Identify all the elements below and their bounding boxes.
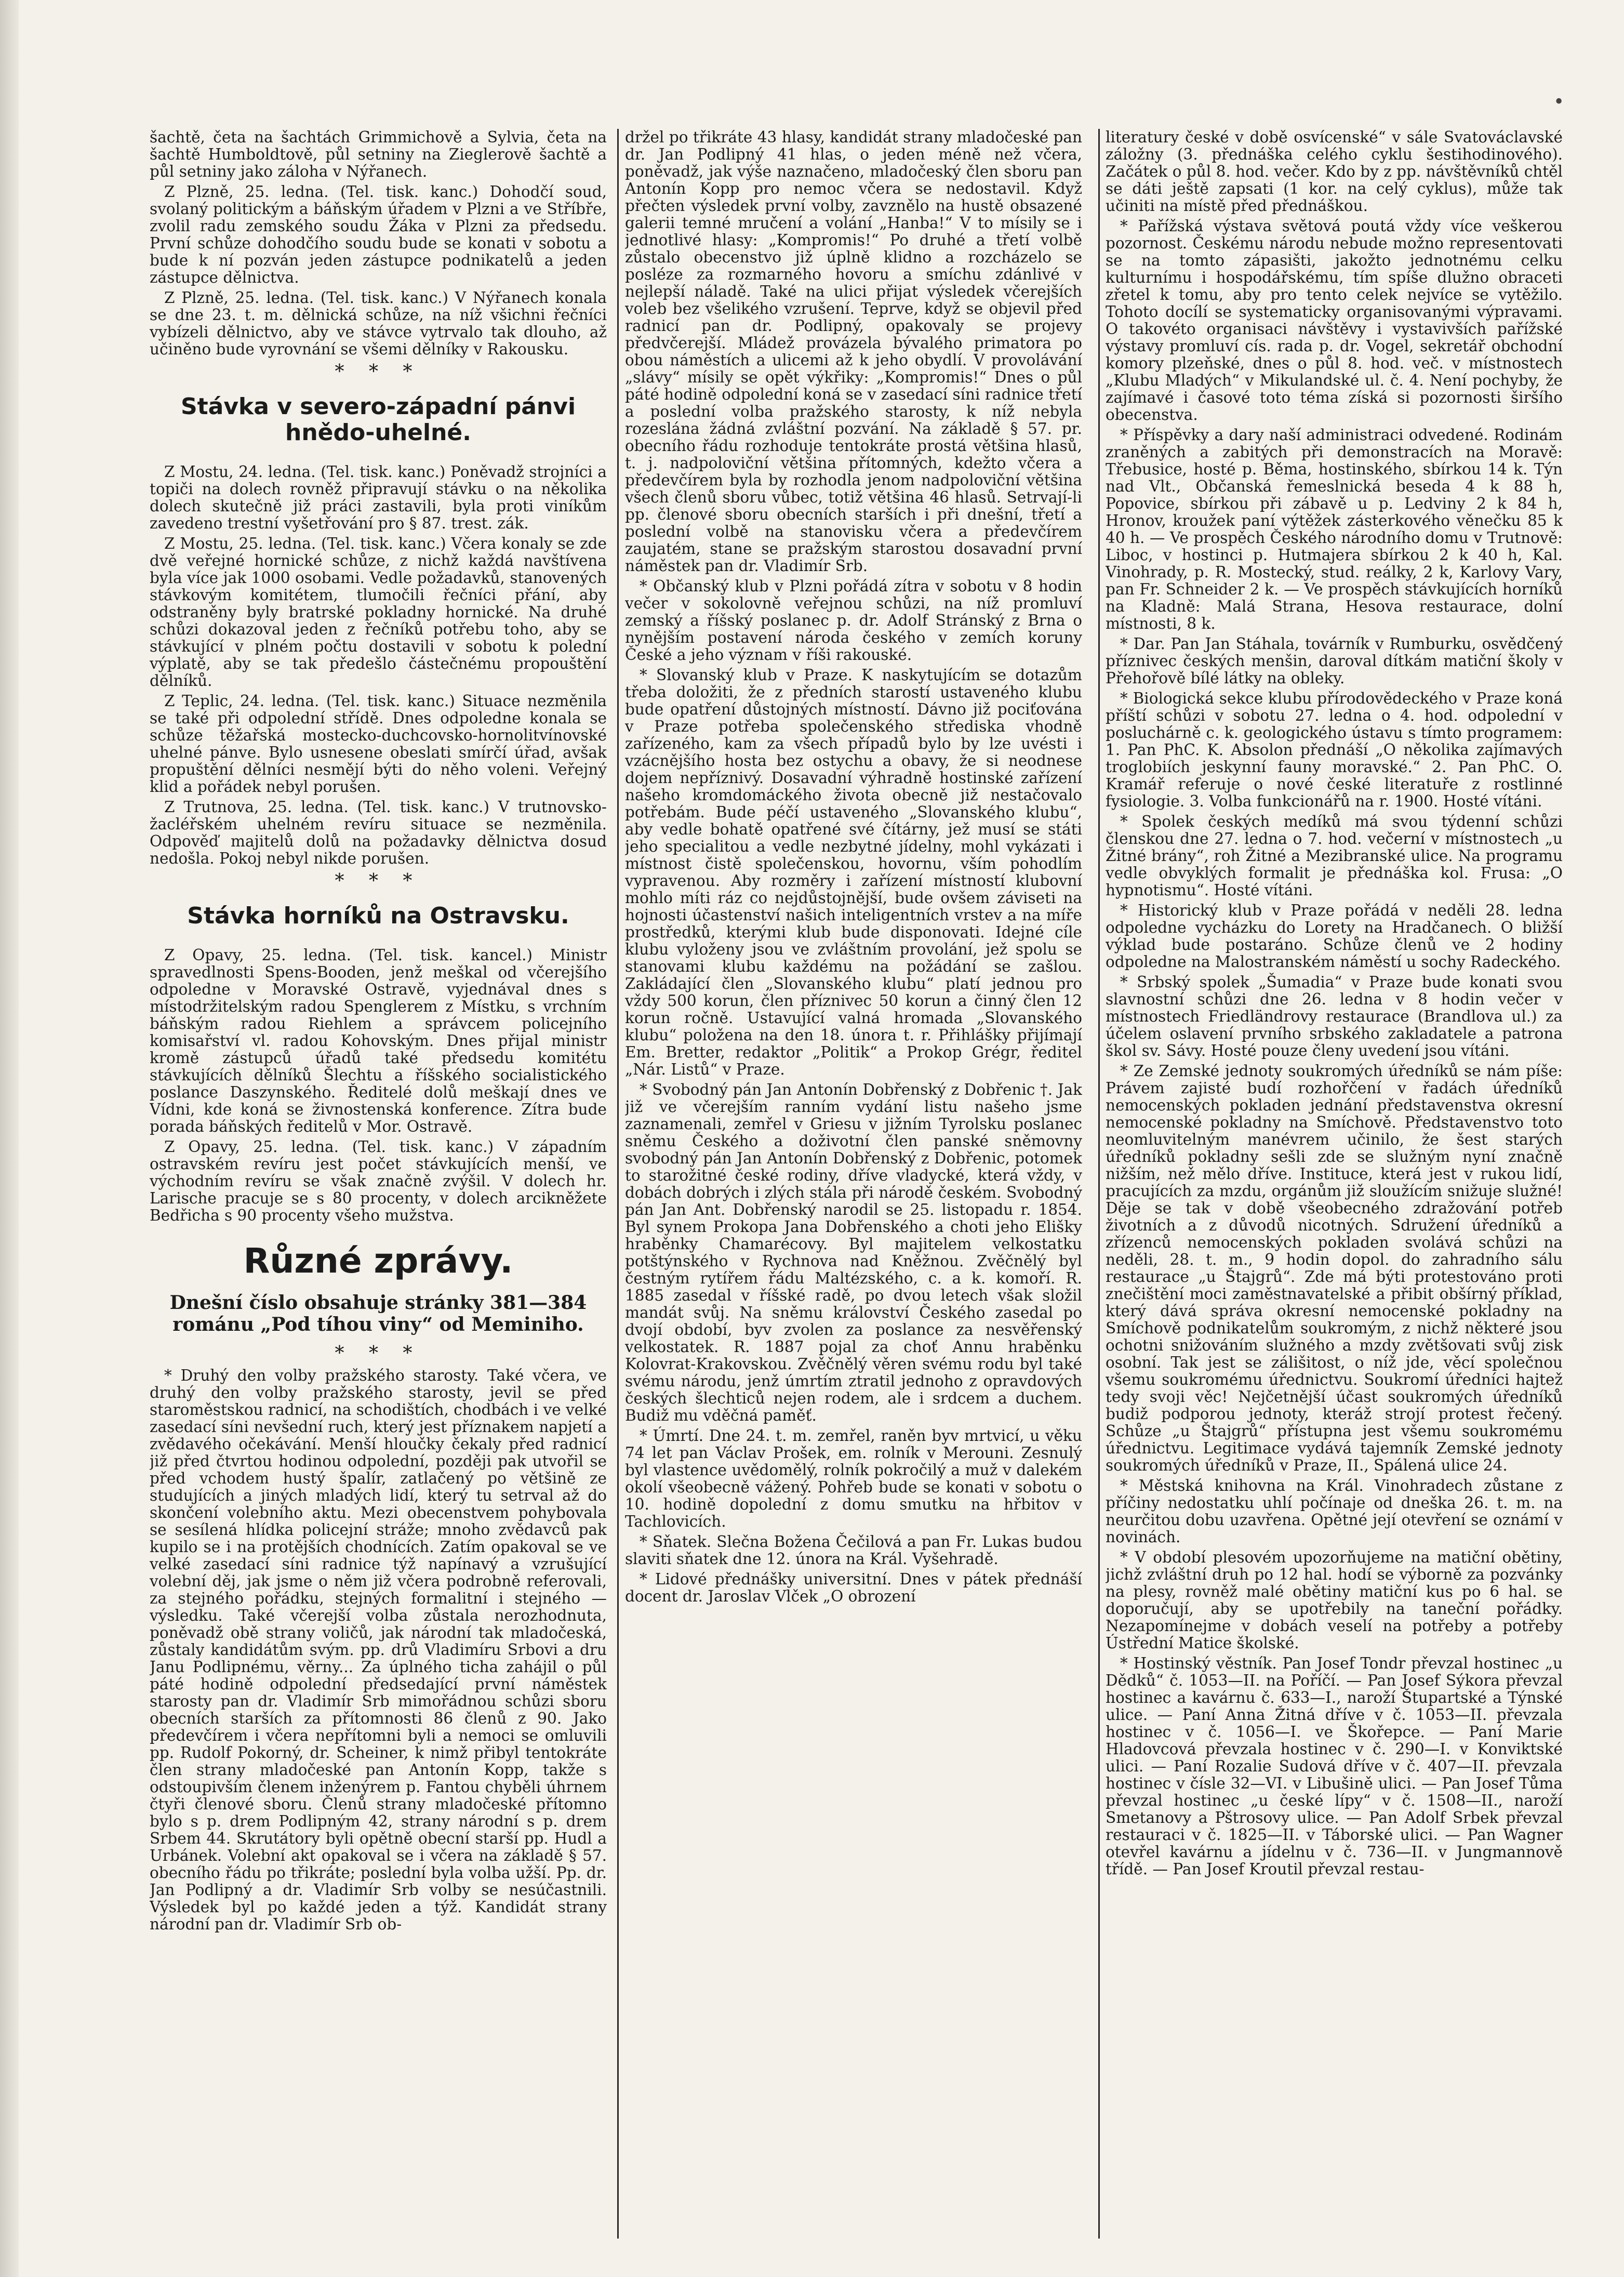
column-rule bbox=[617, 129, 619, 2239]
article-paragraph: Z Plzně, 25. ledna. (Tel. tisk. kanc.) Dohodčí soud, svolaný politickým a báňským úřadem v Plzni a ve Stříbře, zvolil radu zemského soudu Žáka v Plzni za předsedu. První schůze dohodčího soudu bude se konati v sobotu a bude k ní pozván jeden zástupce podnikatelů a jeden zástupce dělnictva. bbox=[150, 183, 607, 286]
column-2 bbox=[625, 129, 1082, 2239]
article-paragraph: šachtě, četa na šachtách Grimmichově a Sylvia, četa na šachtě Humboldtově, půl setniny na Zieglerově šachtě a půl setniny jako záloha v Nýřanech. bbox=[150, 129, 607, 180]
section-heading: Stávka horníků na Ostravsku. bbox=[187, 903, 569, 929]
article-paragraph: držel po třikráte 43 hlasy, kandidát strany mladočeské pan dr. Jan Podlipný 41 hlas, o jeden méně než včera, poněvadž, jak výše naznačeno, mladočeský člen sboru pan Antonín Kopp pro nemoc včera se nedostavil. Když přečten výsledek první volby, zavznělo na hustě obsazené galerii temné mručení a volání „Hanba!“ V to mísily se i jednotlivé hlasy: „Kompromis!“ Po druhé a třetí volbě zůstalo obecenstvo již úplně klidno a rozcházelo se posléze za rozmarného hovoru a smíchu zdánlivé v nejlepší náladě. Také na ulici přijat výsledek včerejších voleb bez všelikého vzrušení. Teprve, když se objevil před radnicí pan dr. Podlipný, opakovaly se projevy předvčerejší. Mládež provázela bývalého primatora po obou náměstích a ulicemi až k jeho obydlí. V provolávání „slávy“ mísily se opět výkřiky: „Kompromis!“ Dnes o půl páté hodině odpolední koná se v zasedací síni radnice třetí a poslední volba pražského starosty, k níž nebyla rozeslána žádná zvláštní pozvání. Na základě § 57. pr. obecního řádu rozhoduje tentokráte prostá většina hlasů, t. j. nadpoloviční většina přítomných, kdežto včera a předevčírem byla by rozhodla jenom nadpoloviční většina všech členů sboru vůbec, totiž většina 46 hlasů. Setrvají-li pp. členové sboru obecních starších i při dnešní, třetí a poslední volbě na stanovisku včera a předevčírem zaujatém, stane se pražským starostou dosavadní první náměstek pan dr. Vladimír Srb. bbox=[625, 129, 1082, 575]
article-paragraph: * Slovanský klub v Praze. K naskytujícím se dotazům třeba doložiti, že z předních starostí ustaveného klubu bude opatření důstojných místností. Dávno již pociťována v Praze potřeba společenského střediska vhodně zařízeného, kam za všech případů bylo by lze uvésti i vzácnějšího hosta bez ostychu a obavy, že si neodnese dojem nepříznivý. Dosavadní výhradně hostinské zařízení našeho kromdomáckého života obecně již nestačovalo potřebám. Bude péčí ustaveného „Slovanského klubu“, aby vedle bohatě opatřené své čítárny, jež musí se státi jeho specialitou a vedle nezbytné jídelny, mohl vykázati i místnost čistě společenskou, hovornu, vším pohodlím vypravenou. Aby rozměry i zařízení místností klubovní mohlo míti ráz co nejdůstojnější, bude ovšem záviseti na hojnosti účastenství našich inteligentních vrstev a na míře prostředků, kterými klub bude disponovati. Idejné cíle klubu vyloženy jsou ve zvláštním provolání, jež spolu se stanovami klubu každému na požádání se zašlou. Zakládající člen „Slovanského klubu“ platí jednou pro vždy 500 korun, člen přízniveс 50 korun a činný člen 12 korun ročně. Ustavující valná hromada „Slovanského klubu“ položena na den 18. února t. r. Přihlášky přijímají Em. Bretter, redaktor „Politik“ a Prokop Grégr, ředitel „Nár. Listů“ v Praze. bbox=[625, 666, 1082, 1078]
article-paragraph: * V období plesovém upozorňujeme na matiční obětiny, jichž zvláštní druh po 12 hal. hodí se výborně za pozvánky na plesy, rovněž malé obětiny matiční kus po 6 hal. se doporučují, aby se upotřebily na taneční pořádky. Nezapomínejme v dobách veselí na potřeby a potřeby Ústřední Matice školské. bbox=[1106, 1548, 1563, 1652]
article-paragraph: Z Mostu, 25. ledna. (Tel. tisk. kanc.) Včera konaly se zde dvě veřejné hornické schůze, z nichž každá navštívena byla více jak 1000 osobami. Vedle požadavků, stanovených stávkovým komitétem, tlumočili řečníci přání, aby odstraněny byly bratrské pokladny hornické. Na druhé schůzi dokazoval jeden z řečníků potřebu toho, aby se stávkující v plném počtu dostavili v sobotu k polední výplatě, aby se tak předešlo částečnému propouštění dělníků. bbox=[150, 535, 607, 690]
section-separator: * * * bbox=[335, 1343, 422, 1364]
article-paragraph: * Historický klub v Praze pořádá v neděli 28. ledna odpoledne vycházku do Lorety na Hradčanech. O bližší výklad bude postaráno. Schůze členů ve 2 hodiny odpoledne na Malostranském náměstí u sochy Radeckého. bbox=[1106, 902, 1563, 971]
article-paragraph: * Srbský spolek „Šumadia“ v Praze bude konati svou slavnostní schůzi dne 26. ledna v 8 hodin večer v místnostech Friedländrovy restaurace (Brandlova ul.) za účelem oslavení prvního srbského zakladatele a patrona škol sv. Sávy. Hosté pouze členy uvedení jsou vítáni. bbox=[1106, 973, 1563, 1060]
article-paragraph: * Svobodný pán Jan Antonín Dobřenský z Dobřenic †. Jak již ve včerejším ranním vydání listu našeho jsme zaznamenali, zemřel v Griesu v jižním Tyrolsku poslanec sněmu Českého a doživotní člen panské sněmovny svobodný pán Jan Antonín Dobřenský z Dobřenic, potomek to starožitné české rodiny, dříve vladycké, která vždy, v dobách dobrých i zlých stála při národě českém. Svobodný pán Jan Ant. Dobřenský narodil se 25. listopadu r. 1854. Byl synem Prokopa Jana Dobřenského a choti jeho Elišky hraběnky Chamarécovy. Byl majitelem velkostatku potštýnského v Rychnova nad Kněžnou. Zvěčnělý byl čestným rytířem řádu Maltézského, c. a k. komoří. R. 1885 zasedal v říšské radě, po dvou letech však složil mandát svůj. Na sněmu království Českého zasedal po dvojí období, byv zvolen za poslance za nesvěřenský velkostatek. R. 1887 pojal za choť Annu hraběnku Kolovrat-Krakovskou. Zvěčnělý věren svému rodu byl také svému národu, jenž úmrtím ztratil jednoho z opravdových českých šlechticů nejen rodem, ale i srdcem a duchem. Budiž mu vděčná paměť. bbox=[625, 1081, 1082, 1424]
column-1 bbox=[150, 129, 607, 2239]
article-paragraph: * Biologická sekce klubu přírodovědeckého v Praze koná příští schůzi v sobotu 27. ledna o 4. hod. odpolední v posluchárně c. k. geologického ústavu s tímto programem: 1. Pan PhC. K. Absolon přednáší „O několika zajímavých troglobiích jeskynní fauny moravské.“ 2. Pan PhC. O. Kramář referuje o nové české literatuře z rostlinné fysiologie. 3. Volba funkcionářů na r. 1900. Hosté vítáni. bbox=[1106, 690, 1563, 810]
article-paragraph: * Úmrtí. Dne 24. t. m. zemřel, raněn byv mrtvicí, u věku 74 let pan Václav Prošek, em. rolník v Merouni. Zesnulý byl vlastence uvědomělý, rolník pokročilý a muž v dalekém okolí všeobecně vážený. Pohřeb bude se konati v sobotu o 10. hodině dopolední z domu smutku na hřbitov v Tachlovicích. bbox=[625, 1427, 1082, 1530]
article-paragraph: * Pařížská výstava světová poutá vždy více veškerou pozornost. Českému národu nebude možno representovati se na tomto zápasišti, jakožto jednotnému celku kulturnímu i hospodářskému, tím spíše dlužno obraceti zřetel k tomu, aby pro tento celek nejvíce se vytěžilo. Tohoto docílí se systematicky organisovanými výpravami. O takovéto organisaci návštěvy i vystavivších pařížské výstavy promluví cís. rada p. dr. Vogel, sekretář obchodní komory plzeňské, dnes o půl 8. hod. več. v místnostech „Klubu Mladých“ v Mikulandské ul. č. 4. Není pochyby, že zajímavé i časové toto téma získá si pozornosti širšího obecenstva. bbox=[1106, 217, 1563, 423]
article-paragraph: Z Opavy, 25. ledna. (Tel. tisk. kanc.) V západním ostravském revíru jest počet stávkujících menší, ve východním revíru se však značně zvýšil. V dolech hr. Larische pracuje se s 80 procenty, v dolech arcikněžete Bedřicha s 90 procenty všeho mužstva. bbox=[150, 1138, 607, 1224]
binding-shadow bbox=[0, 0, 19, 2277]
article-paragraph: Z Plzně, 25. ledna. (Tel. tisk. kanc.) V Nýřanech konala se dne 23. t. m. dělnická schůze, na níž všichni řečníci vybízeli dělnictvo, aby ve stávce vytrvalo tak dlouho, až učiněno bude vyrovnání se všemi dělníky v Rakousku. bbox=[150, 289, 607, 358]
section-heading: Stávka v severo-západní pánvi hnědo-uhelné. bbox=[180, 393, 576, 446]
section-separator: * * * bbox=[335, 361, 422, 382]
print-mark: • bbox=[1553, 91, 1565, 113]
article-paragraph: Z Trutnova, 25. ledna. (Tel. tisk. kanc.) V trutnovsko-žacléřském uhelném revíru situace se nezměnila. Odpověď majitelů dolů na požadavky dělnictva dosud nedošla. Pokoj nebyl nikde porušen. bbox=[150, 798, 607, 867]
article-paragraph: * Druhý den volby pražského starosty. Také včera, ve druhý den volby pražského starosty, jevil se před staroměstskou radnicí, na schodištích, chodbách i ve velké zasedací síni nevšední ruch, který jest příznakem napjetí a zvědavého očekávání. Menší hloučky čekaly před radnicí již před čtvrtou hodinou odpolední, později pak utvořil se před vchodem hustý špalír, zatlačený po většině ze studujících a jiných mladých lidí, který tu setrval až do skončení volebního aktu. Mezi obecenstvem pohybovala se sesílená hlídka policejní stráže; mnoho zvědavců pak kupilo se i na protějších chodnících. Zatím opakoval se ve velké zasedací síni radnice týž napínavý a vzrušující volební děj, jak jsme o něm již včera podrobně referovali, za stejného pořádku, stejných formalitní i stejného — výsledku. Také včerejší volba zůstala nerozhodnuta, poněvadž obě strany voličů, jak národní tak mladočeská, zůstaly kandidátům svým. pp. drů Vladimíru Srbovi a dru Janu Podlipnému, věrny... Za úplného ticha zahájil o půl páté hodině odpolední předsedající první náměstek starosty pan dr. Vladimír Srb mimořádnou schůzi sboru obecních starších za přítomnosti 86 členů z 90. Jako předevčírem i včera nepřítomni byli a nemoci se omluvili pp. Rudolf Pokorný, dr. Scheiner, k nimž přibyl tentokráte člen strany mladočeské pan Antonín Kopp, takže s odstoupivším členem inženýrem p. Fantou chyběli úhrnem čtyři členové sboru. Členů strany mladočeské přítomno bylo s p. drem Podlipným 42, strany národní s p. drem Srbem 44. Skrutátory byli opětně obecní starší pp. Hudl a Urbánek. Volební akt opakoval se i včera na základě § 57. obecního řádu po třikráte; poslední byla volba užší. Pp. dr. Jan Podlipný a dr. Vladimír Srb volby se nesúčastnili. Výsledek byl po každé jeden a týž. Kandidát strany národní pan dr. Vladimír Srb ob- bbox=[150, 1367, 607, 1933]
column-rule bbox=[1098, 129, 1100, 2239]
article-paragraph: * Městská knihovna na Král. Vinohradech zůstane z příčiny nedostatku uhlí počínaje od dneška 26. t. m. na neurčitou dobu uzavřena. Opětné její otevření se oznámí v novinách. bbox=[1106, 1477, 1563, 1546]
article-paragraph: * Sňatek. Slečna Božena Čečilová a pan Fr. Lukas budou slaviti sňatek dne 12. února na Král. Vyšehradě. bbox=[625, 1533, 1082, 1568]
supplement-notice: Dnešní číslo obsahuje stránky 381—384 románu „Pod tíhou viny“ od Meminiho. bbox=[169, 1292, 587, 1335]
column-3 bbox=[1106, 129, 1563, 2239]
article-paragraph: Z Opavy, 25. ledna. (Tel. tisk. kancel.) Ministr spravedlnosti Spens-Booden, jenž meškal od včerejšího odpoledne v Moravské Ostravě, vyjednával dnes s místodržitelským radou Spenglerem z Místku, s vrchním báňským radou Riehlem a správcem policejního komisařství vl. radou Kohovským. Dnes přijal ministr kromě zástupců úřadů také předsedu komitétu stávkujících dělníků Šlechtu a říšského socialistického poslance Daszynského. Ředitelé dolů meškají dnes ve Vídni, kde koná se živnostenská konference. Zítra bude porada báňských ředitelů v Mor. Ostravě. bbox=[150, 946, 607, 1135]
article-paragraph: * Lidové přednášky universitní. Dnes v pátek přednáší docent dr. Jaroslav Vlček „O obrození bbox=[625, 1570, 1082, 1605]
article-paragraph: Z Teplic, 24. ledna. (Tel. tisk. kanc.) Situace nezměnila se také při odpolední střídě. Dnes odpoledne konala se schůze těžařská mostecko-duchcovsko-hornolitvínovské uhelné pánve. Bylo usnesene obeslati smírčí úřad, avšak propuštění dělníci nesmějí býti do něho voleni. Veřejný klid a pořádek nebyl porušen. bbox=[150, 692, 607, 796]
article-paragraph: * Ze Zemské jednoty soukromých úředníků se nám píše: Právem zajisté budí rozhořčení v řadách úředníků nemocenských pokladen jednání představenstva okresní nemocenské pokladny na Smíchově. Představenstvo toto neomluvitelným manévrem učinilo, že šest starých úředníků pokladny sešli zde se služným nyní značně nižším, než mělo dříve. Instituce, která jest v rukou lidí, pracujících za mzdu, orgánům již sloužícím snižuje služné! Děje se tak v době všeobecného zdražování potřeb životních a z důvodů nicotných. Sdružení úředníků a zřízenců nemocenských pokladen svolává schůzi na neděli, 28. t. m., 9 hodin dopol. do zahradního sálu restaurace „u Štajgrů“. Zde má býti protestováno proti znečištění moci zaměstnavatelské a přibit obšírný příklad, který dává správa okresní nemocenské pokladny na Smíchově podnikatelům soukromým, z nichž některé jsou ochotni snižováním služného a mzdy zvětšovati svůj zisk osobní. Tak jest se zálišitost, o níž jde, věcí společnou všemu soukromému úřednictvu. Soukromí úředníci hajtež tedy svoji věc! Nejčetnější účast soukromých úředníků budiž podporou jednoty, kteráž strojí protest řečený. Schůze „u Štajgrů“ přístupna jest všemu soukromému úřednictvu. Legitimace vydává tajemník Zemské jednoty soukromých úředníků v Praze, II., Spálená ulice 24. bbox=[1106, 1062, 1563, 1474]
article-paragraph: * Příspěvky a dary naší administraci odvedené. Rodinám zraněných a zabitých při demonstracích na Moravě: Třebusice, hosté p. Běma, hostinského, sbírkou 14 k. Týn nad Vlt., Občanská řemeslnická beseda 4 k 88 h, Popovice, sbírkou při zábavě u p. Ledviny 2 k 84 h, Hronov, kroužek paní výtěžek zásterkového věnečku 85 k 40 h. — Ve prospěch Českého národního domu v Trutnově: Liboc, v hostinci p. Hutmajera sbírkou 2 k 40 h, Kal. Vinohrady, p. R. Mostecký, stud. reálky, 2 k, Karlovy Vary, pan Fr. Schneider 2 k. — Ve prospěch stávkujících horníků na Kladně: Malá Strana, Hesova restaurace, dolní místnosti, 8 k. bbox=[1106, 426, 1563, 632]
article-paragraph: Z Mostu, 24. ledna. (Tel. tisk. kanc.) Poněvadž strojníci a topiči na dolech rovněž připravují stávku o na několika dolech skutečně již práci zastavili, byla proti viníkům zavedeno trestní vyšetřování pro § 87. trest. zák. bbox=[150, 463, 607, 532]
article-paragraph: * Spolek českých medíků má svou týdenní schůzi členskou dne 27. ledna o 7. hod. večerní v místnostech „u Žitné brány“, roh Žitné a Mezibranské ulice. Na programu vedle obvyklých formalit je přednáška kol. Frusa: „O hypnotismu“. Hosté vítáni. bbox=[1106, 813, 1563, 899]
article-paragraph: * Občanský klub v Plzni pořádá zítra v sobotu v 8 hodin večer v sokolovně veřejnou schůzi, na níž promluví zemský a říšský poslanec p. dr. Adolf Stránský z Brna o nynějším postavení národa českého v zemích koruny České a jeho význam v říši rakouské. bbox=[625, 577, 1082, 664]
article-paragraph: * Hostinský věstník. Pan Josef Tondr převzal hostinec „u Dědků“ č. 1053—II. na Poříčí. — Pan Josef Sýkora převzal hostinec a kavárnu č. 633—I., naroží Štupartské a Týnské ulice. — Paní Anna Žitná dříve v č. 1053—II. převzala hostinec v č. 1056—I. ve Škořepce. — Paní Marie Hladovcová převzala hostinec v č. 290—I. v Konviktské ulici. — Paní Rozalie Sudová dříve v č. 407—II. převzala hostinec v čísle 32—VI. v Libušině ulici. — Pan Josef Tůma převzal hostinec „u české lípy“ v č. 1508—II., naroží Smetanovy a Pštrosovy ulice. — Pan Adolf Srbek převzal restauraci v č. 1825—II. v Táborské ulici. — Pan Wagner otevřel kavárnu a jídelnu v č. 736—II. v Jungmannově třídě. — Pan Josef Kroutil převzal restau- bbox=[1106, 1654, 1563, 1878]
article-paragraph: * Dar. Pan Jan Stáhala, továrník v Rumburku, osvědčený příznivec českých menšin, daroval dítkám matiční školy v Přehořově bílé látky na obleky. bbox=[1106, 635, 1563, 687]
article-paragraph: literatury české v době osvícenské“ v sále Svatováclavské záložny (3. přednáška celého cyklu šestihodinového). Začátek o půl 8. hod. večer. Kdo by z pp. návštěvníků chtěl se dáti ještě zapsati (1 kor. na celý cyklus), může tak učiniti na místě před přednáškou. bbox=[1106, 129, 1563, 215]
newspaper-page bbox=[150, 129, 1583, 2239]
section-title: Různé zprávy. bbox=[243, 1241, 513, 1281]
section-separator: * * * bbox=[335, 870, 422, 892]
